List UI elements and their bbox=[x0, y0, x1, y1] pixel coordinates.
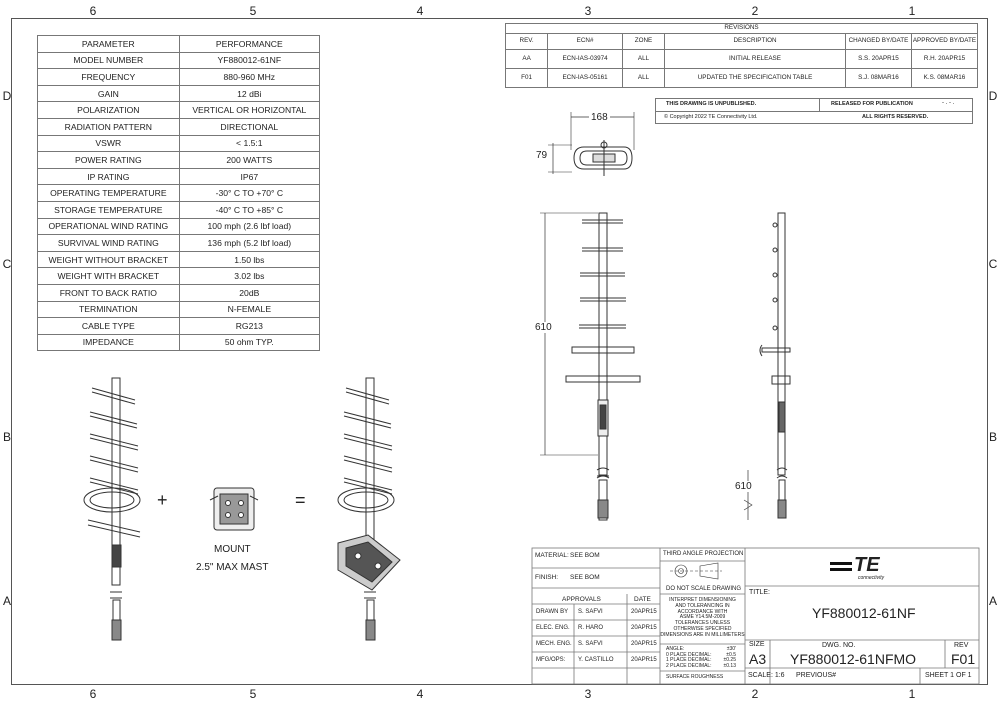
spec-parameter: FRONT TO BACK RATIO bbox=[38, 284, 180, 301]
tolerance-value: ±0.25 bbox=[723, 657, 736, 663]
revisions-title: REVISIONS bbox=[506, 24, 978, 34]
zone-row: A bbox=[2, 594, 11, 608]
zone-row: D bbox=[2, 89, 12, 103]
zone-col: 2 bbox=[751, 687, 759, 701]
revisions-cell: S.J. 08MAR16 bbox=[845, 69, 911, 88]
tolerance-value: ±0.13 bbox=[723, 662, 736, 669]
approver-date: 20APR15 bbox=[631, 609, 657, 615]
interpret-line: ACCORDANCE WITH bbox=[677, 608, 728, 615]
antenna-iso-left bbox=[84, 378, 140, 640]
dim-depth: 79 bbox=[536, 150, 548, 161]
third-angle-symbol bbox=[670, 563, 722, 579]
spec-value: YF880012-61NF bbox=[179, 52, 319, 69]
revisions-header-cell: APPROVED BY/DATE bbox=[911, 34, 977, 50]
te-logo bbox=[830, 556, 890, 584]
antenna-iso-right bbox=[338, 378, 400, 640]
spec-parameter: CABLE TYPE bbox=[38, 318, 180, 335]
finish-label: FINISH: bbox=[535, 574, 559, 581]
tolerance-label: 2 PLACE DECIMAL: bbox=[666, 662, 712, 669]
spec-parameter: GAIN bbox=[38, 85, 180, 102]
spec-value: -40° C TO +85° C bbox=[179, 201, 319, 218]
zone-col: 4 bbox=[416, 4, 424, 18]
spec-parameter: SURVIVAL WIND RATING bbox=[38, 235, 180, 252]
approver-role: ELEC. ENG. bbox=[536, 625, 570, 631]
do-not-scale: DO NOT SCALE DRAWING bbox=[666, 586, 742, 592]
released-note: RELEASED FOR PUBLICATION bbox=[831, 101, 913, 107]
interpret-line: INTERPRET DIMENSIONING bbox=[669, 597, 736, 603]
spec-parameter: FREQUENCY bbox=[38, 69, 180, 86]
approver-name: Y. CASTILLO bbox=[578, 657, 614, 663]
spec-value: 100 mph (2.6 lbf load) bbox=[179, 218, 319, 235]
released-value: - . - . bbox=[942, 100, 955, 106]
sheet-number: SHEET 1 OF 1 bbox=[925, 672, 972, 679]
spec-parameter: POLARIZATION bbox=[38, 102, 180, 119]
tolerance-line: TOLERANCES UNLESS bbox=[674, 620, 731, 626]
approver-date: 20APR15 bbox=[631, 657, 657, 663]
spec-value: RG213 bbox=[179, 318, 319, 335]
tolerance-label: ANGLE: bbox=[666, 646, 685, 652]
approver-name: S. SAFVI bbox=[578, 609, 603, 615]
spec-parameter: WEIGHT WITH BRACKET bbox=[38, 268, 180, 285]
spec-value: PERFORMANCE bbox=[179, 36, 319, 53]
spec-value: DIRECTIONAL bbox=[179, 118, 319, 135]
tolerance-label: 0 PLACE DECIMAL: bbox=[666, 651, 712, 658]
spec-value: N-FEMALE bbox=[179, 301, 319, 318]
zone-col: 1 bbox=[908, 4, 916, 18]
revisions-cell: AA bbox=[506, 50, 548, 69]
revisions-cell: R.H. 20APR15 bbox=[911, 50, 977, 69]
zone-row: C bbox=[988, 257, 998, 271]
spec-value: 50 ohm TYP. bbox=[179, 334, 319, 351]
dim-cut-length: 610 bbox=[735, 481, 752, 492]
mount-drawing bbox=[210, 488, 258, 530]
material-label: MATERIAL: bbox=[535, 552, 569, 559]
spec-value: 3.02 lbs bbox=[179, 268, 319, 285]
zone-col: 4 bbox=[416, 687, 424, 701]
tolerance-value: ±0.5 bbox=[726, 651, 736, 658]
zone-col: 6 bbox=[89, 4, 97, 18]
previous-label: PREVIOUS# bbox=[796, 672, 837, 679]
zone-col: 5 bbox=[249, 687, 257, 701]
dwg-number: YF880012-61NFMO bbox=[790, 651, 917, 667]
spec-parameter: MODEL NUMBER bbox=[38, 52, 180, 69]
mast-label: 2.5" MAX MAST bbox=[196, 562, 269, 573]
revisions-cell: K.S. 08MAR16 bbox=[911, 69, 977, 88]
revisions-header-cell: REV. bbox=[506, 34, 548, 50]
tolerance-line: OTHERWISE SPECIFIED bbox=[673, 625, 732, 632]
approver-name: S. SAFVI bbox=[578, 641, 603, 647]
spec-parameter: PARAMETER bbox=[38, 36, 180, 53]
revisions-cell: F01 bbox=[506, 69, 548, 88]
spec-parameter: POWER RATING bbox=[38, 152, 180, 169]
tolerance-value: ±30' bbox=[726, 646, 736, 652]
rev-value: F01 bbox=[951, 651, 976, 667]
spec-value: 1.50 lbs bbox=[179, 251, 319, 268]
dim-length: 610 bbox=[535, 322, 552, 333]
approver-role: DRAWN BY bbox=[536, 609, 569, 615]
spec-parameter: STORAGE TEMPERATURE bbox=[38, 201, 180, 218]
approver-date: 20APR15 bbox=[631, 641, 657, 647]
spec-value: VERTICAL OR HORIZONTAL bbox=[179, 102, 319, 119]
revisions-header-cell: ZONE bbox=[622, 34, 664, 50]
approver-name: R. HARO bbox=[578, 625, 604, 631]
scale-value: SCALE: 1:6 bbox=[748, 672, 785, 679]
spec-parameter: RADIATION PATTERN bbox=[38, 118, 180, 135]
approver-role: MECH. ENG. bbox=[536, 641, 572, 647]
spec-parameter: IP RATING bbox=[38, 168, 180, 185]
zone-row: B bbox=[2, 430, 11, 444]
spec-parameter: VSWR bbox=[38, 135, 180, 152]
revisions-cell: S.S. 20APR15 bbox=[845, 50, 911, 69]
unpublished-note: THIS DRAWING IS UNPUBLISHED. bbox=[666, 101, 757, 107]
zone-col: 2 bbox=[751, 4, 759, 18]
title-label: TITLE: bbox=[749, 589, 771, 596]
spec-parameter: TERMINATION bbox=[38, 301, 180, 318]
tolerance-rows bbox=[666, 647, 736, 669]
revisions-cell: ALL bbox=[622, 50, 664, 69]
rights-note: ALL RIGHTS RESERVED. bbox=[862, 114, 929, 120]
date-heading: DATE bbox=[634, 596, 651, 603]
copyright-note: © Copyright 2022 TE Connectivity Ltd. bbox=[664, 114, 758, 120]
interpret-line: ASME Y14.5M-2009 bbox=[679, 614, 726, 621]
zone-row: B bbox=[988, 430, 997, 444]
approvals-heading: APPROVALS bbox=[562, 596, 601, 603]
spec-parameter: OPERATIONAL WIND RATING bbox=[38, 218, 180, 235]
approver-role: MFG/OPS: bbox=[536, 657, 566, 663]
spec-value: 880-960 MHz bbox=[179, 69, 319, 86]
spec-value: 20dB bbox=[179, 284, 319, 301]
front-view bbox=[540, 213, 752, 520]
size-label: SIZE bbox=[749, 641, 765, 648]
revisions-header-cell: CHANGED BY/DATE bbox=[845, 34, 911, 50]
zone-col: 1 bbox=[908, 687, 916, 701]
revisions-cell: ECN-IAS-05161 bbox=[548, 69, 623, 88]
zone-col: 3 bbox=[584, 687, 592, 701]
spec-value: IP67 bbox=[179, 168, 319, 185]
tolerances-note bbox=[660, 621, 745, 638]
dwg-label: DWG. NO. bbox=[822, 642, 856, 649]
logo-text: TE bbox=[854, 554, 880, 576]
approver-date: 20APR15 bbox=[631, 625, 657, 631]
mount-label: MOUNT bbox=[214, 544, 251, 555]
spec-value: 200 WATTS bbox=[179, 152, 319, 169]
revisions-header-cell: DESCRIPTION bbox=[665, 34, 846, 50]
tolerance-line: DIMENSIONS ARE IN MILLIMETERS bbox=[660, 631, 745, 638]
spec-value: 136 mph (5.2 lbf load) bbox=[179, 235, 319, 252]
revisions-cell: INITIAL RELEASE bbox=[665, 50, 846, 69]
tolerance-label: 1 PLACE DECIMAL: bbox=[666, 657, 712, 663]
spec-value: < 1.5:1 bbox=[179, 135, 319, 152]
zone-col: 6 bbox=[89, 687, 97, 701]
logo-sub: connectivity bbox=[858, 575, 885, 581]
plus-sign: + bbox=[157, 490, 168, 510]
rev-label: REV bbox=[954, 642, 969, 649]
tolerance-row bbox=[666, 664, 736, 670]
equals-sign: = bbox=[295, 490, 306, 510]
drawing-title: YF880012-61NF bbox=[812, 605, 916, 621]
zone-row: D bbox=[988, 89, 998, 103]
revisions-cell: ECN-IAS-03974 bbox=[548, 50, 623, 69]
zone-col: 5 bbox=[249, 4, 257, 18]
material-value: SEE BOM bbox=[570, 552, 600, 559]
interpret-note bbox=[660, 598, 745, 621]
revisions-cell: ALL bbox=[622, 69, 664, 88]
third-angle-label: THIRD ANGLE PROJECTION bbox=[663, 551, 744, 557]
spec-parameter: OPERATING TEMPERATURE bbox=[38, 185, 180, 202]
surface-roughness: SURFACE ROUGHNESS bbox=[666, 674, 724, 680]
side-view bbox=[760, 213, 790, 518]
zone-col: 3 bbox=[584, 4, 592, 18]
dim-width: 168 bbox=[591, 112, 608, 123]
zone-row: C bbox=[2, 257, 12, 271]
spec-value: -30° C TO +70° C bbox=[179, 185, 319, 202]
spec-parameter: WEIGHT WITHOUT BRACKET bbox=[38, 251, 180, 268]
spec-value: 12 dBi bbox=[179, 85, 319, 102]
zone-row: A bbox=[988, 594, 997, 608]
spec-parameter: IMPEDANCE bbox=[38, 334, 180, 351]
finish-value: SEE BOM bbox=[570, 574, 600, 581]
revisions-cell: UPDATED THE SPECIFICATION TABLE bbox=[665, 69, 846, 88]
interpret-line: AND TOLERANCING IN bbox=[675, 602, 730, 609]
size-value: A3 bbox=[749, 651, 767, 667]
revisions-header-cell: ECN# bbox=[548, 34, 623, 50]
